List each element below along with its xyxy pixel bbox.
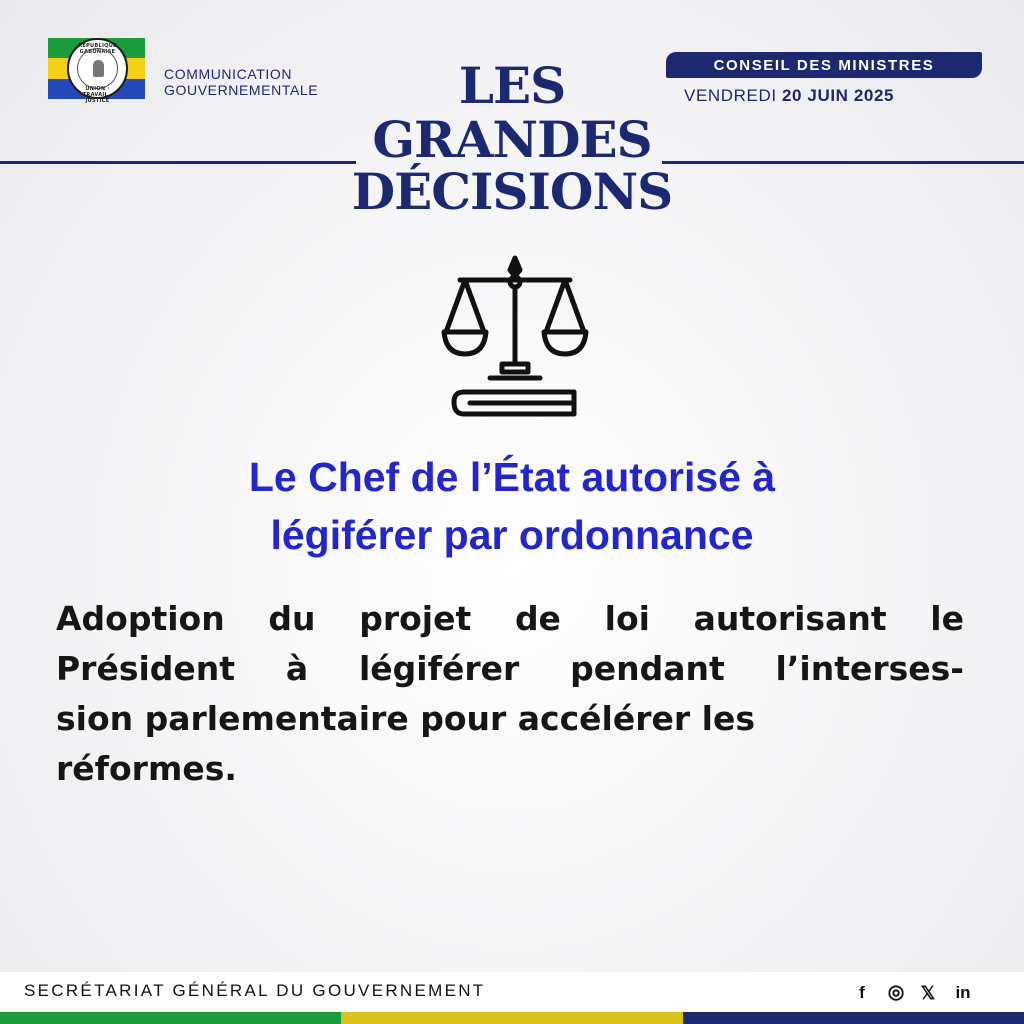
date-day: VENDREDI <box>684 86 777 105</box>
meeting-date <box>684 86 894 106</box>
brand-label <box>164 66 318 98</box>
facebook-icon[interactable]: f <box>859 983 865 1002</box>
brand-line1: COMMUNICATION <box>164 66 293 82</box>
linkedin-icon[interactable]: in <box>955 983 971 1002</box>
date-value: 20 JUIN 2025 <box>781 86 895 105</box>
header-rule-left <box>0 161 356 164</box>
scales-of-justice-on-book-icon <box>440 252 590 422</box>
headline <box>60 448 964 564</box>
headline-line1: Le Chef de l’État autorisé à <box>248 454 776 500</box>
headline-line2: légiférer par ordonnance <box>270 512 754 558</box>
council-badge: CONSEIL DES MINISTRES <box>666 52 982 78</box>
strip-yellow <box>341 1012 682 1024</box>
strip-green <box>0 1012 341 1024</box>
x-icon[interactable]: 𝕏 <box>920 983 936 1003</box>
seal-figure-icon <box>93 60 104 77</box>
page-title <box>340 56 684 221</box>
body-line2: Président à légiférer pendant l’interses- <box>56 649 964 688</box>
body-line3: sion parlementaire pour accélérer les <box>56 699 755 738</box>
seal-top-text: RÉPUBLIQUE GABONAISE <box>78 43 117 55</box>
body-line4: réformes. <box>56 749 237 788</box>
title-line2: GRANDES <box>372 110 652 169</box>
seal-bottom-text: UNION · TRAVAIL · JUSTICE <box>82 86 113 104</box>
instagram-icon[interactable]: ◎ <box>887 982 905 1003</box>
title-line1: LES <box>458 56 566 115</box>
brand-line2: GOUVERNEMENTALE <box>164 82 319 98</box>
strip-blue <box>683 1012 1024 1024</box>
body-text <box>56 594 964 794</box>
header-rule-right <box>662 161 1024 164</box>
flag-color-strip <box>0 1012 1024 1024</box>
body-line1: Adoption du projet de loi autorisant le <box>56 599 964 638</box>
title-line3: DÉCISIONS <box>351 162 673 221</box>
footer-label: SECRÉTARIAT GÉNÉRAL DU GOUVERNEMENT <box>24 981 486 1000</box>
republic-seal <box>67 38 128 104</box>
